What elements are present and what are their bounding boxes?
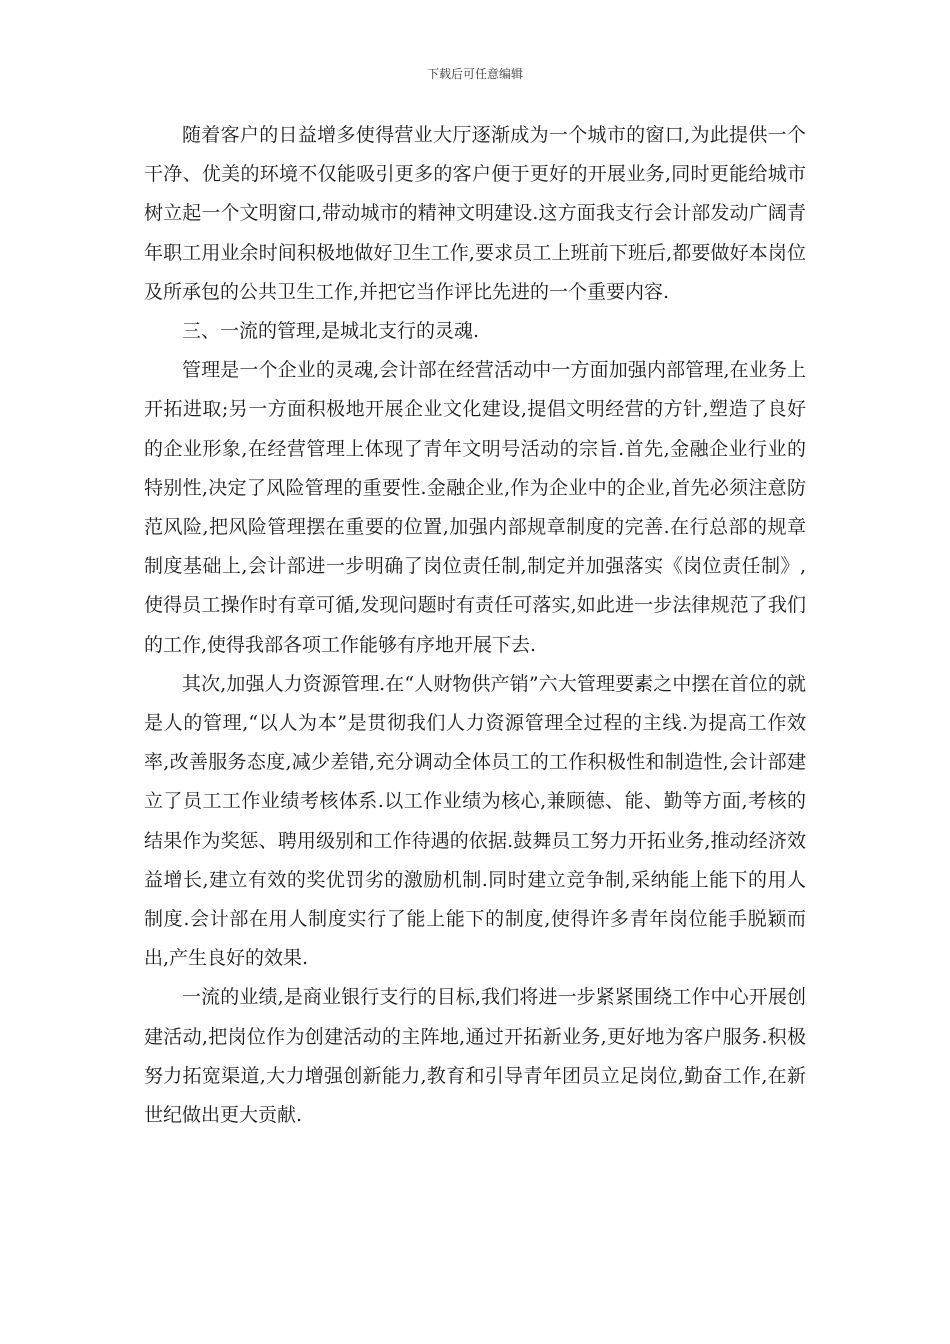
paragraph-lobby-environment: 随着客户的日益增多使得营业大厅逐渐成为一个城市的窗口,为此提供一个干净、优美的环境不仅能吸引更多的客户便于更好的开展业务,同时更能给城市树立起一个文明窗口,带动城市的精神文明建设.这方面我支行会计部发动广阔青年职工用业余时间积极地做好卫生工作,要求员工上班前下班后,都要做好本岗位及所承包的公共卫生工作,并把它当作评比先进的一个重要内容. — [144, 124, 806, 303]
paragraph-human-resources: 其次,加强人力资源管理.在“人财物供产销”六大管理要素之中摆在首位的就是人的管理,“以人为本”是贯彻我们人力资源管理全过程的主线.为提高工作效率,改善服务态度,减少差错,充分调动全体员工的工作积极性和制造性,会计部建立了员工工作业绩考核体系.以工作业绩为核心,兼顾德、能、勤等方面,考核的结果作为奖惩、聘用级别和工作待遇的依据.鼓舞员工努力开拓业务,推动经济效益增长,建立有效的奖优罚劣的激励机制.同时建立竞争制,采纳能上能下的用人制度.会计部在用人制度实行了能上能下的制度,使得许多青年岗位能手脱颖而出,产生良好的效果. — [144, 672, 806, 970]
section-heading-management: 三、一流的管理,是城北支行的灵魂. — [182, 320, 480, 343]
paragraph-performance-goal: 一流的业绩,是商业银行支行的目标,我们将进一步紧紧围绕工作中心开展创建活动,把岗位作为创建活动的主阵地,通过开拓新业务,更好地为客户服务.积极努力拓宽渠道,大力增强创新能力,教育和引导青年团员立足岗位,勤奋工作,在新世纪做出更大贡献. — [144, 986, 806, 1127]
page-header: 下载后可任意编辑 — [426, 67, 523, 81]
document-body — [144, 116, 806, 1135]
paragraph-management: 管理是一个企业的灵魂,会计部在经营活动中一方面加强内部管理,在业务上开拓进取;另一方面积极地开展企业文化建设,提倡文明经营的方针,塑造了良好的企业形象,在经营管理上体现了青年文明号活动的宗旨.首先,金融企业行业的特别性,决定了风险管理的重要性.金融企业,作为企业中的企业,首先必须注意防范风险,把风险管理摆在重要的位置,加强内部规章制度的完善.在行总部的规章制度基础上,会计部进一步明确了岗位责任制,制定并加强落实《岗位责任制》,使得员工操作时有章可循,发现问题时有责任可落实,如此进一步法律规范了我们的工作,使得我部各项工作能够有序地开展下去. — [144, 359, 806, 656]
